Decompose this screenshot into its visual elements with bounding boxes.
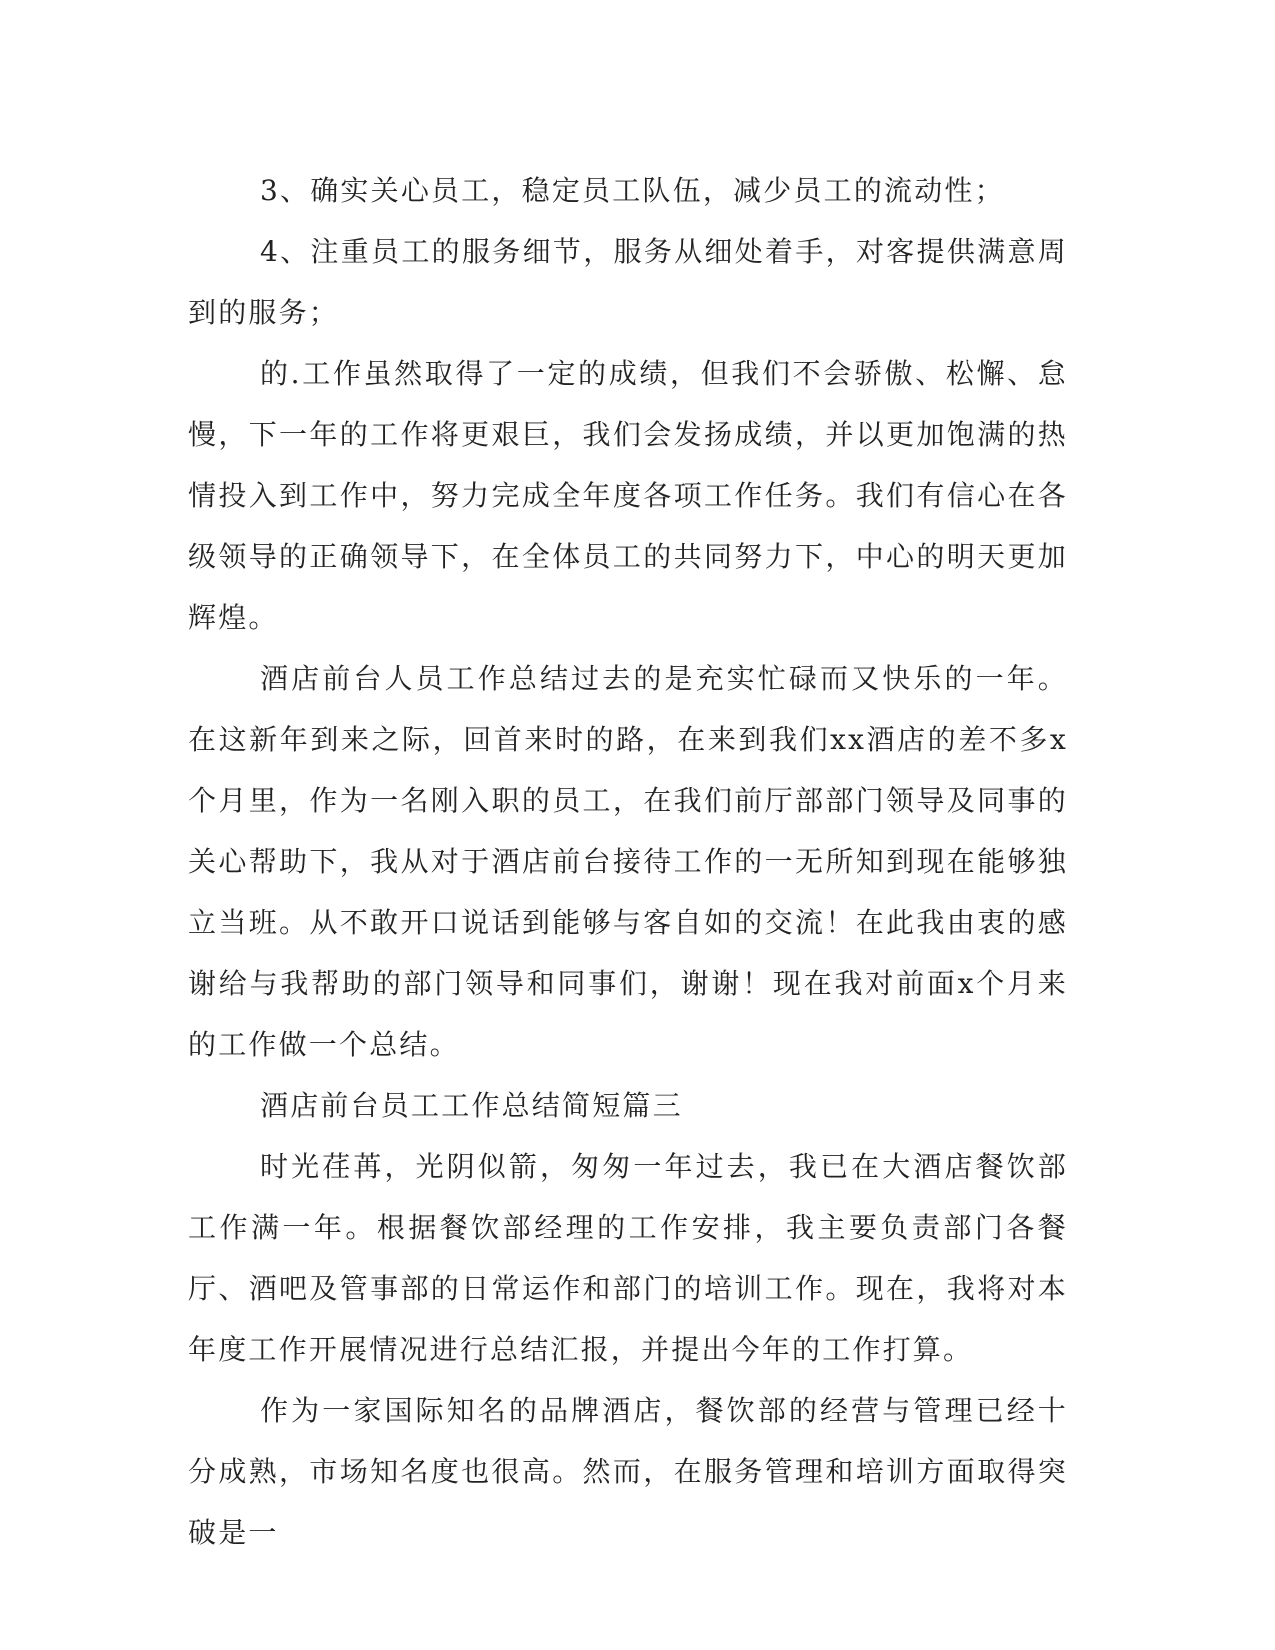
document-body <box>188 160 1068 1563</box>
paragraph-item-3: 3、确实关心员工，稳定员工队伍，减少员工的流动性； <box>260 174 1005 207</box>
paragraph-item-4: 4、注重员工的服务细节，服务从细处着手，对客提供满意周到的服务； <box>188 235 1068 329</box>
paragraph-front-desk-summary: 酒店前台人员工作总结过去的是充实忙碌而又快乐的一年。在这新年到来之际，回首来时的路，在来到我们xx酒店的差不多x个月里，作为一名刚入职的员工，在我们前厅部部门领导及同事的关心帮助下，我从对于酒店前台接待工作的一无所知到现在能够独立当班。从不敢开口说话到能够与客自如的交流！在此我由衷的感谢给与我帮助的部门领导和同事们，谢谢！现在我对前面x个月来的工作做一个总结。 <box>188 662 1068 1061</box>
section-heading: 酒店前台员工工作总结简短篇三 <box>260 1089 683 1122</box>
paragraph-brand-hotel: 作为一家国际知名的品牌酒店，餐饮部的经营与管理已经十分成熟，市场知名度也很高。然而，在服务管理和培训方面取得突破是一 <box>188 1394 1068 1549</box>
paragraph-time-flies: 时光荏苒，光阴似箭，匆匆一年过去，我已在大酒店餐饮部工作满一年。根据餐饮部经理的工作安排，我主要负责部门各餐厅、酒吧及管事部的日常运作和部门的培训工作。现在，我将对本年度工作开展情况进行总结汇报，并提出今年的工作打算。 <box>188 1150 1068 1366</box>
paragraph-work-achievement: 的.工作虽然取得了一定的成绩，但我们不会骄傲、松懈、怠慢，下一年的工作将更艰巨，我们会发扬成绩，并以更加饱满的热情投入到工作中，努力完成全年度各项工作任务。我们有信心在各级领导的正确领导下，在全体员工的共同努力下，中心的明天更加辉煌。 <box>188 357 1068 634</box>
